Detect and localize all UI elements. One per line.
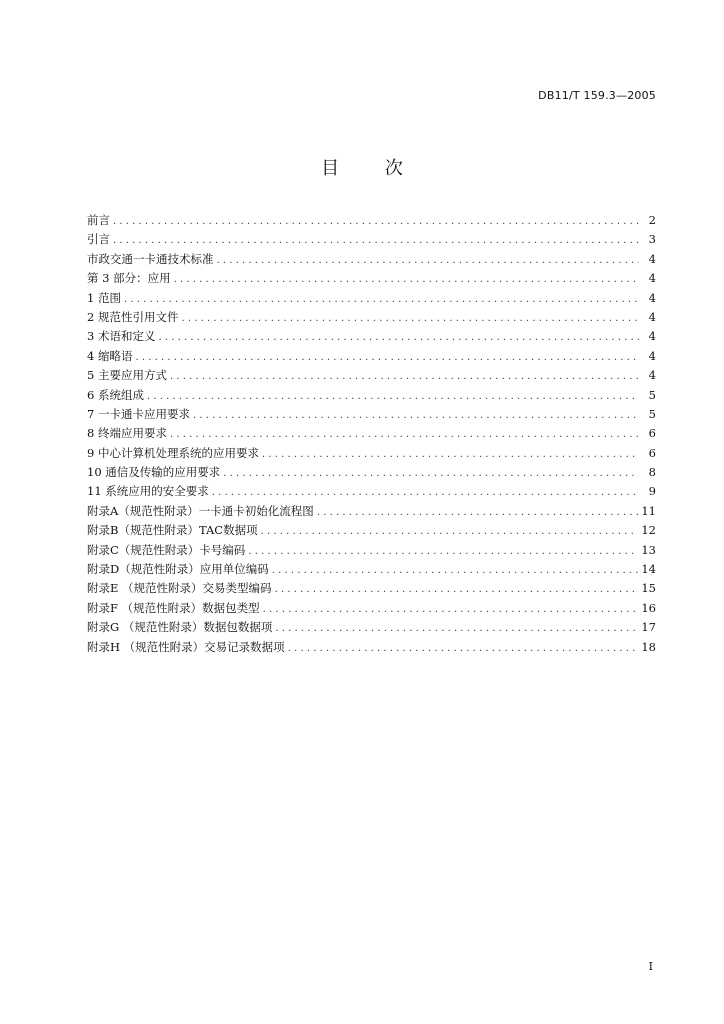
toc-entry-label: 附录C（规范性附录）卡号编码 <box>87 542 246 557</box>
toc-entry-label: 2 规范性引用文件 <box>87 309 179 324</box>
toc-entry-page: 15 <box>641 581 656 596</box>
toc-dot-leader <box>147 387 639 406</box>
page-number: I <box>648 960 653 973</box>
page-title: 目 次 <box>321 158 423 179</box>
toc-entry-page: 17 <box>641 620 656 635</box>
toc-entry-label: 7 一卡通卡应用要求 <box>87 406 190 421</box>
toc-entry-page: 2 <box>648 213 656 227</box>
toc-entry-page: 4 <box>648 290 656 305</box>
toc-dot-leader <box>275 580 639 599</box>
toc-entry[interactable] <box>87 599 656 618</box>
toc-dot-leader <box>174 270 639 289</box>
toc-dot-leader <box>181 309 639 328</box>
toc-entry-page: 4 <box>648 368 656 383</box>
toc-dot-leader <box>124 290 639 309</box>
toc-entry-page: 16 <box>641 600 656 615</box>
toc-entry-label: 附录H （规范性附录）交易记录数据项 <box>87 639 285 654</box>
toc-entry-page: 14 <box>641 562 656 577</box>
toc-entry[interactable] <box>87 463 656 482</box>
toc-entry[interactable] <box>87 250 656 269</box>
toc-dot-leader <box>223 464 639 483</box>
toc-entry-page: 9 <box>648 484 656 499</box>
toc-entry-page: 12 <box>641 523 656 538</box>
toc-entry[interactable] <box>87 230 656 249</box>
toc-entry[interactable] <box>87 560 656 579</box>
toc-entry[interactable] <box>87 289 656 308</box>
toc-entry-page: 11 <box>641 503 656 518</box>
toc-entry[interactable] <box>87 482 656 501</box>
toc-dot-leader <box>275 619 638 638</box>
toc-entry-label: 前言 <box>87 213 110 227</box>
toc-entry-label: 3 术语和定义 <box>87 329 156 344</box>
toc-entry[interactable] <box>87 444 656 463</box>
toc-entry[interactable] <box>87 386 656 405</box>
toc-dot-leader <box>113 231 639 250</box>
toc-entry-label: 1 范围 <box>87 290 121 305</box>
toc-entry[interactable] <box>87 541 656 560</box>
toc-dot-leader <box>193 406 639 425</box>
toc-entry-page: 3 <box>648 232 656 247</box>
toc-entry[interactable] <box>87 347 656 366</box>
toc-entry-label: 附录A（规范性附录）一卡通卡初始化流程图 <box>87 503 314 518</box>
toc-entry[interactable] <box>87 618 656 637</box>
toc-entry-page: 4 <box>648 309 656 324</box>
toc-entry-label: 5 主要应用方式 <box>87 368 167 383</box>
toc-entry-label: 6 系统组成 <box>87 387 144 402</box>
toc-entry-page: 6 <box>648 445 656 460</box>
toc-entry-label: 第 3 部分：应用 <box>87 271 171 286</box>
toc-entry-label: 11 系统应用的安全要求 <box>87 484 209 499</box>
toc-dot-leader <box>170 367 639 386</box>
toc-entry-label: 附录F （规范性附录）数据包类型 <box>87 600 260 615</box>
toc-entry[interactable] <box>87 502 656 521</box>
toc-entry-label: 市政交通一卡通技术标准 <box>87 251 214 266</box>
toc-dot-leader <box>212 483 639 502</box>
toc-dot-leader <box>317 503 639 522</box>
toc-dot-leader <box>113 212 639 231</box>
toc-dot-leader <box>217 251 640 270</box>
toc-entry-label: 附录G （规范性附录）数据包数据项 <box>87 620 273 635</box>
toc-entry-page: 8 <box>648 465 656 480</box>
toc-entry-label: 9 中心计算机处理系统的应用要求 <box>87 445 259 460</box>
toc-dot-leader <box>288 639 639 658</box>
toc-entry[interactable] <box>87 366 656 385</box>
toc-entry-page: 4 <box>648 271 656 286</box>
toc-entry[interactable] <box>87 638 656 657</box>
toc-entry-label: 引言 <box>87 232 110 247</box>
table-of-contents <box>87 211 656 657</box>
toc-entry-page: 5 <box>648 406 656 421</box>
toc-entry-label: 8 终端应用要求 <box>87 426 167 441</box>
toc-entry-label: 4 缩略语 <box>87 348 133 363</box>
toc-dot-leader <box>170 425 639 444</box>
toc-entry-page: 5 <box>648 387 656 402</box>
toc-dot-leader <box>262 445 639 464</box>
toc-entry[interactable] <box>87 579 656 598</box>
toc-entry-label: 10 通信及传输的应用要求 <box>87 465 221 480</box>
toc-entry[interactable] <box>87 521 656 540</box>
toc-dot-leader <box>272 561 639 580</box>
toc-entry-page: 6 <box>648 426 656 441</box>
toc-dot-leader <box>248 542 638 561</box>
toc-entry-label: 附录D（规范性附录）应用单位编码 <box>87 562 269 577</box>
document-code: DB11/T 159.3—2005 <box>538 89 656 102</box>
toc-entry-label: 附录E （规范性附录）交易类型编码 <box>87 581 272 596</box>
toc-entry-label: 附录B（规范性附录）TAC数据项 <box>87 523 258 538</box>
toc-dot-leader <box>261 522 639 541</box>
toc-entry[interactable] <box>87 269 656 288</box>
toc-entry[interactable] <box>87 211 656 230</box>
toc-dot-leader <box>135 348 639 367</box>
toc-entry[interactable] <box>87 405 656 424</box>
toc-entry-page: 4 <box>648 348 656 363</box>
toc-entry[interactable] <box>87 424 656 443</box>
toc-dot-leader <box>158 328 639 347</box>
toc-entry-page: 4 <box>648 251 656 266</box>
toc-dot-leader <box>263 600 639 619</box>
toc-entry-page: 13 <box>641 542 656 557</box>
toc-entry[interactable] <box>87 327 656 346</box>
toc-entry-page: 18 <box>641 639 656 654</box>
toc-entry-page: 4 <box>648 329 656 344</box>
toc-entry[interactable] <box>87 308 656 327</box>
